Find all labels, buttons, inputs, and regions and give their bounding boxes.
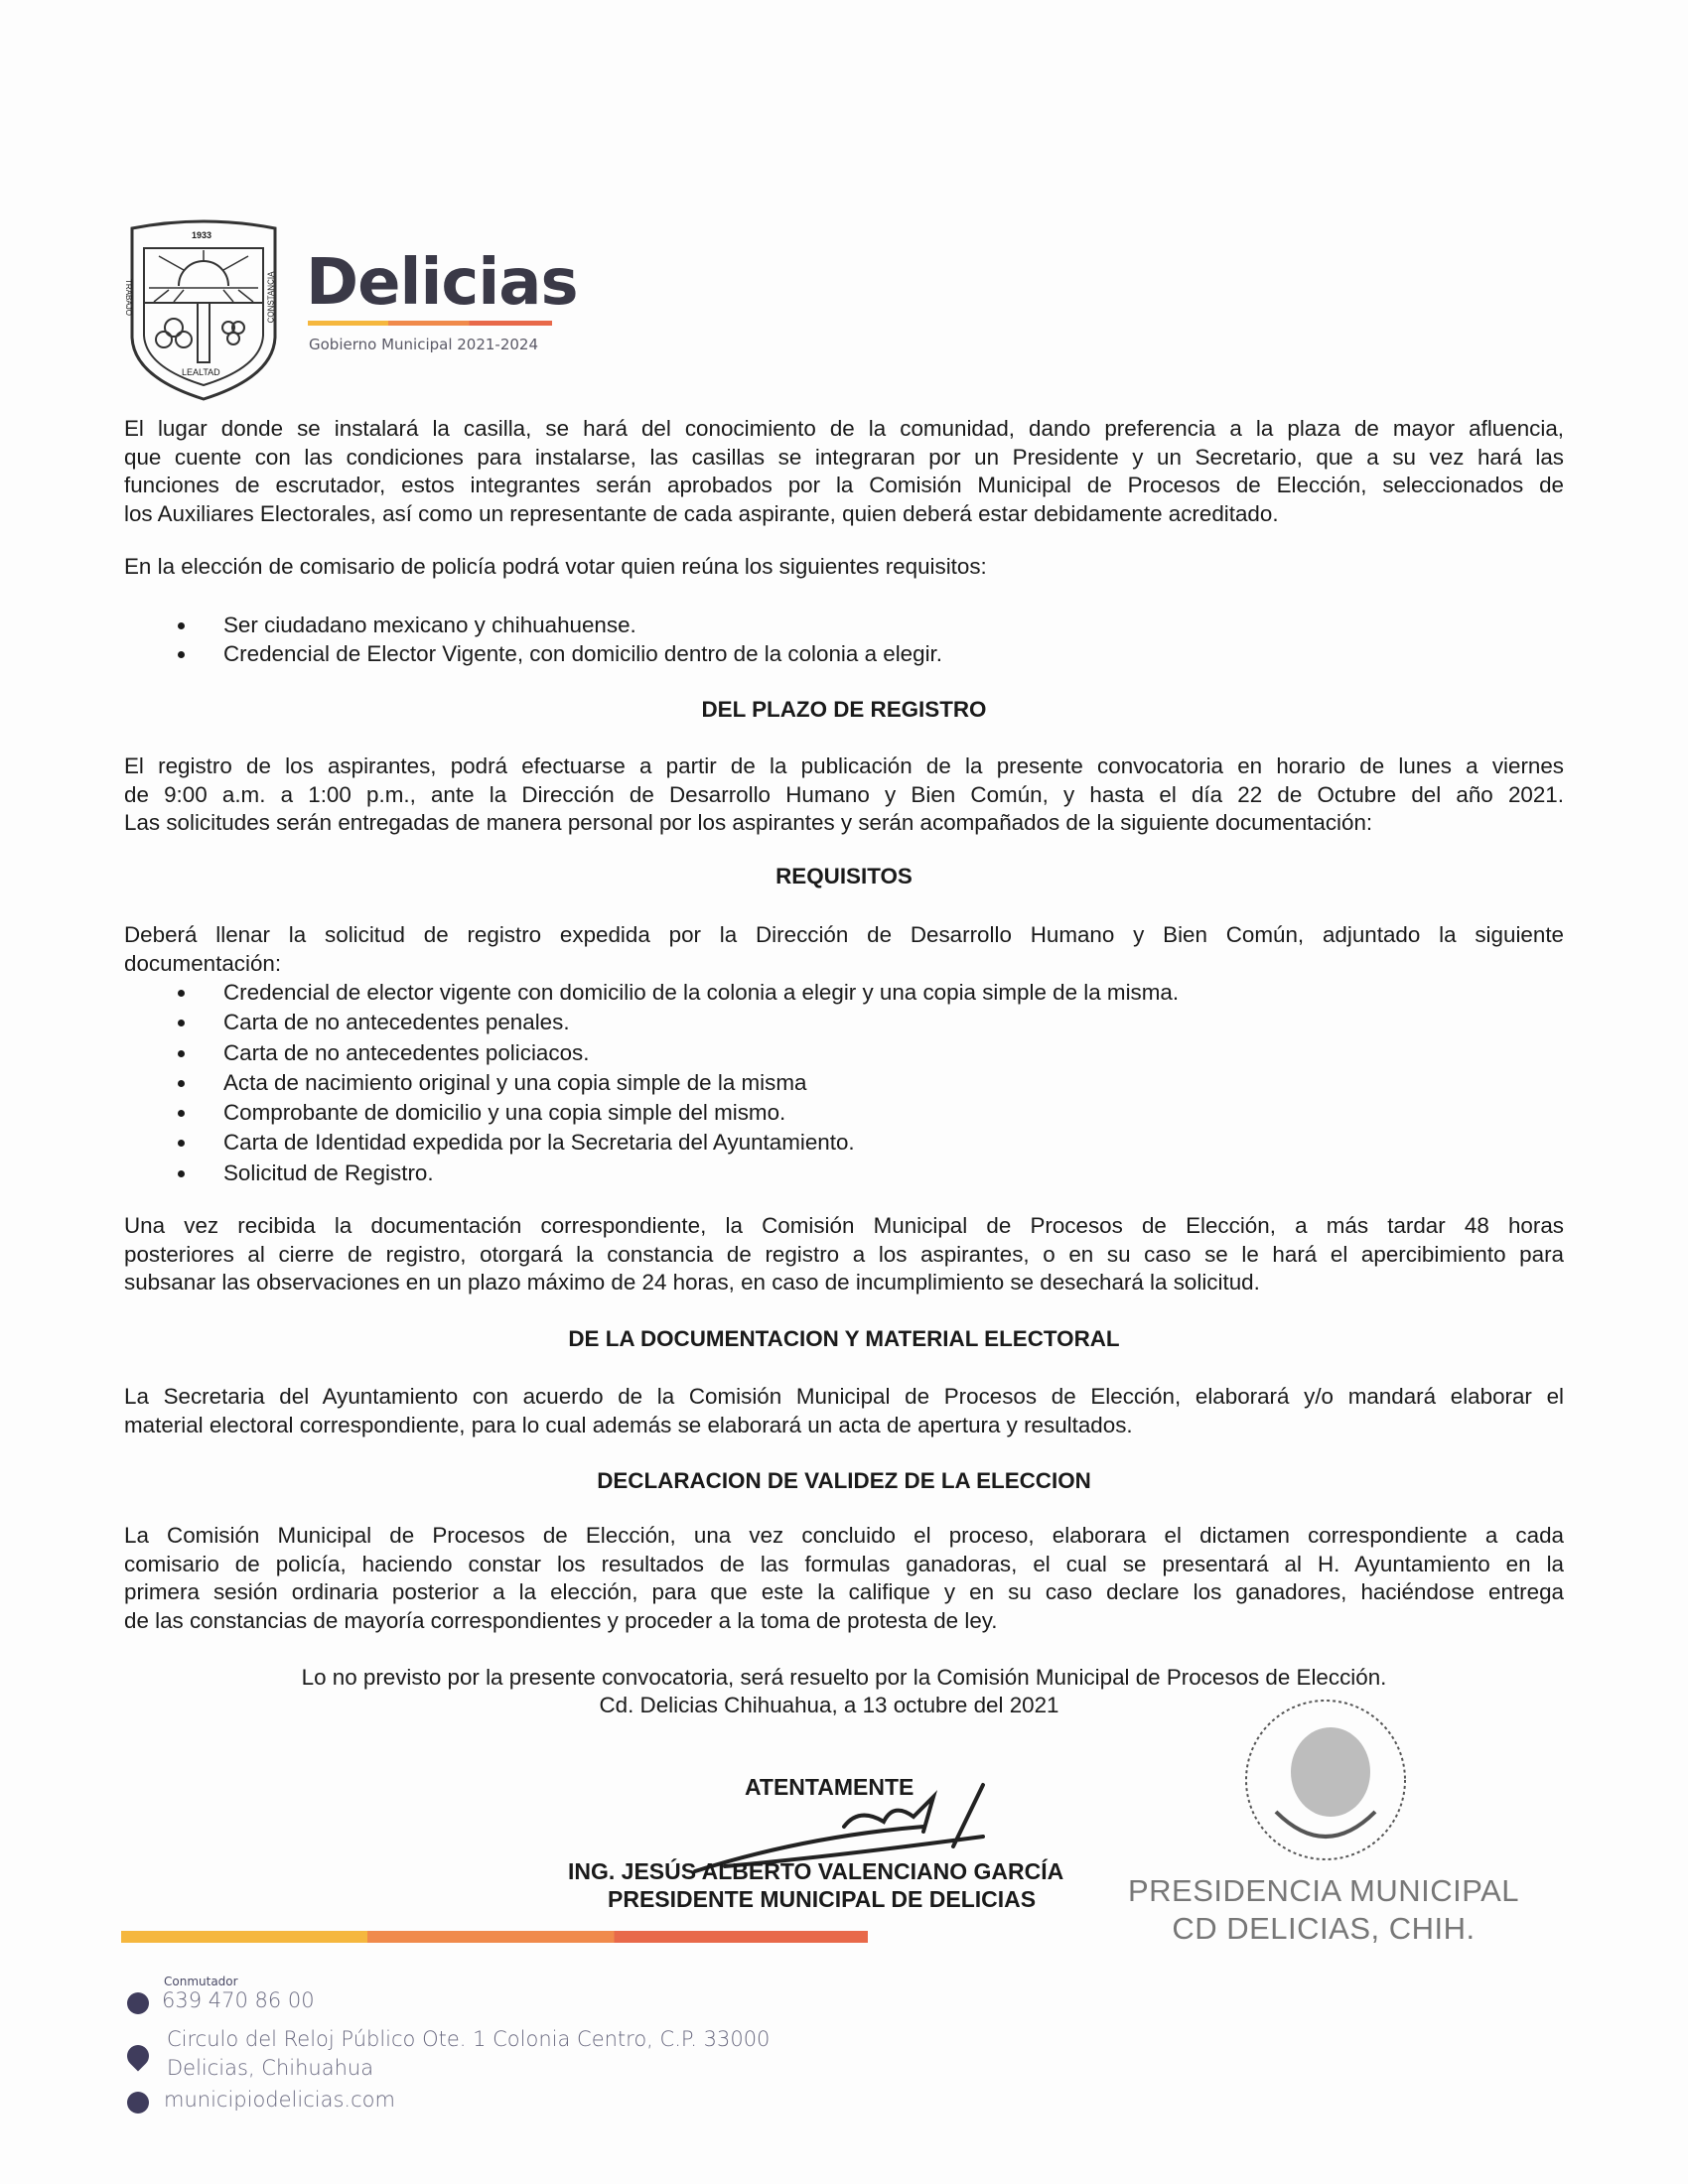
closing-statement: Lo no previsto por la presente convocatoria, será resuelto por la Comisión Municipal de Procesos de Elección. <box>301 1665 1387 1690</box>
text-line: de 9:00 a.m. a 1:00 p.m., ante la Dirección de Desarrollo Humano y Bien Común, y hasta el día 22 de Octubre del año 2021. <box>124 781 1564 807</box>
voter-requirements-list <box>174 611 942 668</box>
location-pin-icon <box>122 2040 153 2071</box>
place-date: Cd. Delicias Chihuahua, a 13 octubre del 2021 <box>599 1693 1059 1717</box>
paragraph-solicitud <box>124 921 1564 978</box>
paragraph-material <box>124 1383 1564 1439</box>
text-line: La Comisión Municipal de Procesos de Elección, una vez concluido el proceso, elaborara el dictamen correspondiente a cada <box>124 1523 1564 1548</box>
list-item: Acta de nacimiento original y una copia simple de la misma <box>174 1068 1179 1098</box>
list-item: Credencial de elector vigente con domicilio de la colonia a elegir y una copia simple de la misma. <box>174 978 1179 1008</box>
heading-documentacion: DE LA DOCUMENTACION Y MATERIAL ELECTORAL <box>568 1326 1120 1351</box>
crest-left-motto: TRABAJO <box>123 279 133 316</box>
paragraph-constancia <box>124 1212 1564 1297</box>
signatory-name: ING. JESÚS ALBERTO VALENCIANO GARCÍA <box>568 1858 1064 1884</box>
text-line: los Auxiliares Electorales, así como un representante de cada aspirante, quien deberá estar debidamente acreditado. <box>124 500 1279 526</box>
crest-year: 1933 <box>192 230 212 240</box>
text-line: El lugar donde se instalará la casilla, se hará del conocimiento de la comunidad, dando preferencia a la plaza de mayor afluencia, <box>124 416 1564 441</box>
phone-icon <box>127 1992 149 2014</box>
list-item: Carta de no antecedentes penales. <box>174 1008 1179 1037</box>
address-line-2: Delicias, Chihuahua <box>167 2056 374 2080</box>
text-line: Deberá llenar la solicitud de registro expedida por la Dirección de Desarrollo Humano y Bien Común, adjuntado la siguiente <box>124 922 1564 947</box>
footer-color-bar <box>121 1931 868 1943</box>
heading-plazo-registro: DEL PLAZO DE REGISTRO <box>701 697 987 722</box>
list-item: Credencial de Elector Vigente, con domicilio dentro de la colonia a elegir. <box>174 639 942 668</box>
list-item: Comprobante de domicilio y una copia simple del mismo. <box>174 1098 1179 1128</box>
text-line: material electoral correspondiente, para lo cual además se elaborará un acta de apertura y resultados. <box>124 1412 1133 1437</box>
stamp-line-1: PRESIDENCIA MUNICIPAL <box>1127 1873 1520 1908</box>
list-item: Carta de no antecedentes policiacos. <box>174 1038 1179 1068</box>
text-line: El registro de los aspirantes, podrá efectuarse a partir de la publicación de la presente convocatoria en horario de lunes a viernes <box>124 753 1564 778</box>
web-icon <box>127 2092 149 2114</box>
text-line: Una vez recibida la documentación correspondiente, la Comisión Municipal de Procesos de Elección, a más tardar 48 horas <box>124 1213 1564 1238</box>
list-item: Ser ciudadano mexicano y chihuahuense. <box>174 611 942 639</box>
text-line: documentación: <box>124 950 282 976</box>
logo-wordmark: Delicias <box>306 246 578 320</box>
text-line: de las constancias de mayoría correspondientes y proceder a la toma de protesta de ley. <box>124 1607 998 1633</box>
heading-validez: DECLARACION DE VALIDEZ DE LA ELECCION <box>597 1468 1091 1493</box>
text-line: subsanar las observaciones en un plazo máximo de 24 horas, en caso de incumplimiento se desechará la solicitud. <box>124 1270 1260 1295</box>
paragraph-registro <box>124 752 1564 838</box>
text-line: posteriores al cierre de registro, otorgará la constancia de registro a los aspirantes, o en su caso se le hará el apercibimiento para <box>124 1241 1564 1267</box>
logo-color-bar <box>308 321 552 326</box>
paragraph-casilla <box>124 415 1564 528</box>
crest-bottom-motto: LEALTAD <box>182 367 220 377</box>
municipal-crest <box>124 218 283 402</box>
text-line: Las solicitudes serán entregadas de manera personal por los aspirantes y serán acompañados de la siguiente documentación: <box>124 810 1373 835</box>
stamp-line-2: CD DELICIAS, CHIH. <box>1172 1911 1476 1946</box>
paragraph-validez <box>124 1522 1564 1635</box>
website-link[interactable]: municipiodelicias.com <box>164 2088 395 2112</box>
phone-number: 639 470 86 00 <box>162 1988 315 2012</box>
address-line-1: Circulo del Reloj Público Ote. 1 Colonia Centro, C.P. 33000 <box>167 2027 771 2051</box>
documents-list <box>174 978 1179 1188</box>
signatory-title: PRESIDENTE MUNICIPAL DE DELICIAS <box>608 1886 1037 1912</box>
phone-label: Conmutador <box>164 1975 238 1988</box>
list-item: Solicitud de Registro. <box>174 1159 1179 1188</box>
signature-greeting: ATENTAMENTE <box>745 1774 914 1800</box>
heading-requisitos: REQUISITOS <box>775 864 913 888</box>
text-line: que cuente con las condiciones para instalarse, las casillas se integraran por un Presidente y un Secretario, que a su vez hará las <box>124 444 1564 470</box>
list-item: Carta de Identidad expedida por la Secretaria del Ayuntamiento. <box>174 1128 1179 1158</box>
text-line: La Secretaria del Ayuntamiento con acuerdo de la Comisión Municipal de Procesos de Elección, elaborará y/o mandará elaborar el <box>124 1384 1564 1409</box>
logo-subtitle: Gobierno Municipal 2021-2024 <box>309 336 539 353</box>
text-line: funciones de escrutador, estos integrantes serán aprobados por la Comisión Municipal de Procesos de Elección, seleccionados de <box>124 473 1564 497</box>
text-line: primera sesión ordinaria posterior a la elección, para que este la califique y en su caso declare los ganadores, haciéndose entrega <box>124 1579 1564 1604</box>
text-line: En la elección de comisario de policía podrá votar quien reúna los siguientes requisitos: <box>124 554 987 579</box>
paragraph-requisitos-voto <box>124 553 1564 582</box>
text-line: comisario de policía, haciendo constar los resultados de las formulas ganadoras, el cual se presentará al H. Ayuntamiento en la <box>124 1551 1564 1576</box>
crest-right-motto: CONSTANCIA <box>266 271 276 324</box>
national-seal-stamp <box>1231 1693 1420 1866</box>
